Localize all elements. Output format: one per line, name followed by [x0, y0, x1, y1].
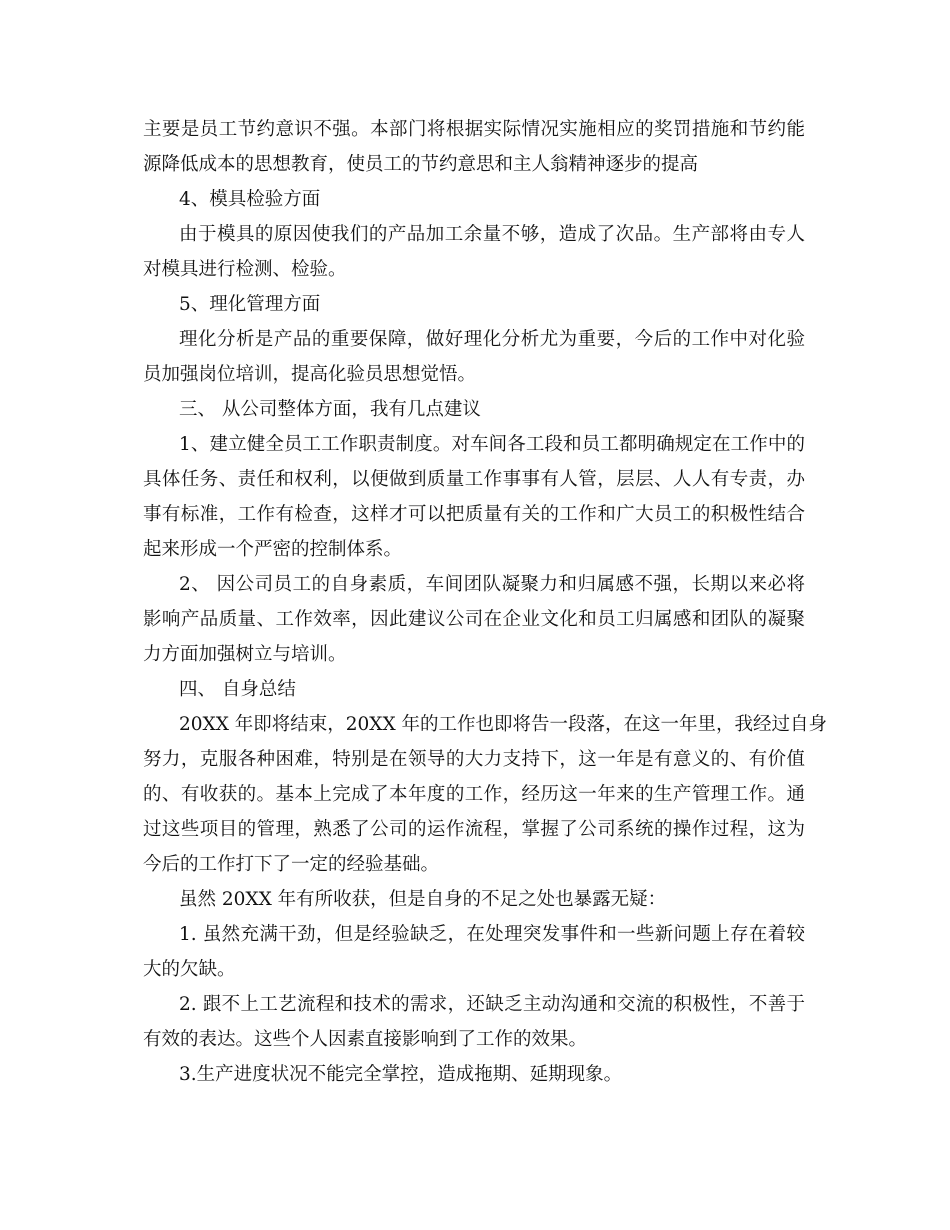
text-line: 今后的工作打下了一定的经验基础。 — [143, 854, 440, 875]
text-line: 的、有收获的。基本上完成了本年度的工作，经历这一年来的生产管理工作。通 — [143, 784, 805, 805]
text-line: 对模具进行检测、检验。 — [143, 259, 347, 280]
text-line: 具体任务、责任和权利，以便做到质量工作事事有人管，层层、人人有专责，办 — [143, 469, 805, 490]
text-line: 主要是员工节约意识不强。本部门将根据实际情况实施相应的奖罚措施和节约能 — [143, 119, 805, 140]
text-line: 努力，克服各种困难，特别是在领导的大力支持下，这一年是有意义的、有价值 — [143, 749, 805, 770]
text-line: 理化分析是产品的重要保障，做好理化分析尤为重要，今后的工作中对化验 — [179, 329, 805, 350]
text-line: 大的欠缺。 — [143, 959, 236, 980]
text-line: 影响产品质量、工作效率，因此建议公司在企业文化和员工归属感和团队的凝聚 — [143, 609, 805, 630]
text-line: 有效的表达。这些个人因素直接影响到了工作的效果。 — [143, 1029, 588, 1050]
text-line: 源降低成本的思想教育，使员工的节约意思和主人翁精神逐步的提高 — [143, 154, 699, 175]
text-line: 起来形成一个严密的控制体系。 — [143, 539, 403, 560]
text-line: 虽然 20XX 年有所收获，但是自身的不足之处也暴露无疑： — [179, 889, 667, 910]
section-heading: 四、 自身总结 — [179, 679, 296, 700]
text-line: 3.生产进度状况不能完全掌控，造成拖期、延期现象。 — [179, 1064, 623, 1085]
text-line: 由于模具的原因使我们的产品加工余量不够，造成了次品。生产部将由专人 — [179, 224, 805, 245]
section-heading: 4、模具检验方面 — [179, 189, 321, 210]
text-line: 力方面加强树立与培训。 — [143, 644, 347, 665]
section-heading: 5、理化管理方面 — [179, 294, 321, 315]
section-heading: 三、 从公司整体方面，我有几点建议 — [179, 399, 481, 420]
text-line: 事有标准，工作有检查，这样才可以把质量有关的工作和广大员工的积极性结合 — [143, 504, 805, 525]
text-line: 过这些项目的管理，熟悉了公司的运作流程，掌握了公司系统的操作过程，这为 — [143, 819, 805, 840]
text-line: 2. 跟不上工艺流程和技术的需求，还缺乏主动沟通和交流的积极性，不善于 — [179, 994, 805, 1015]
text-line: 员加强岗位培训，提高化验员思想觉悟。 — [143, 364, 477, 385]
text-line: 20XX 年即将结束，20XX 年的工作也即将告一段落，在这一年里，我经过自身 — [179, 714, 828, 735]
document-body — [143, 112, 828, 1092]
text-line: 1. 虽然充满干劲，但是经验缺乏，在处理突发事件和一些新问题上存在着较 — [179, 924, 805, 945]
text-line: 1、建立健全员工工作职责制度。对车间各工段和员工都明确规定在工作中的 — [179, 434, 805, 455]
text-line: 2、 因公司员工的自身素质，车间团队凝聚力和归属感不强，长期以来必将 — [179, 574, 805, 595]
